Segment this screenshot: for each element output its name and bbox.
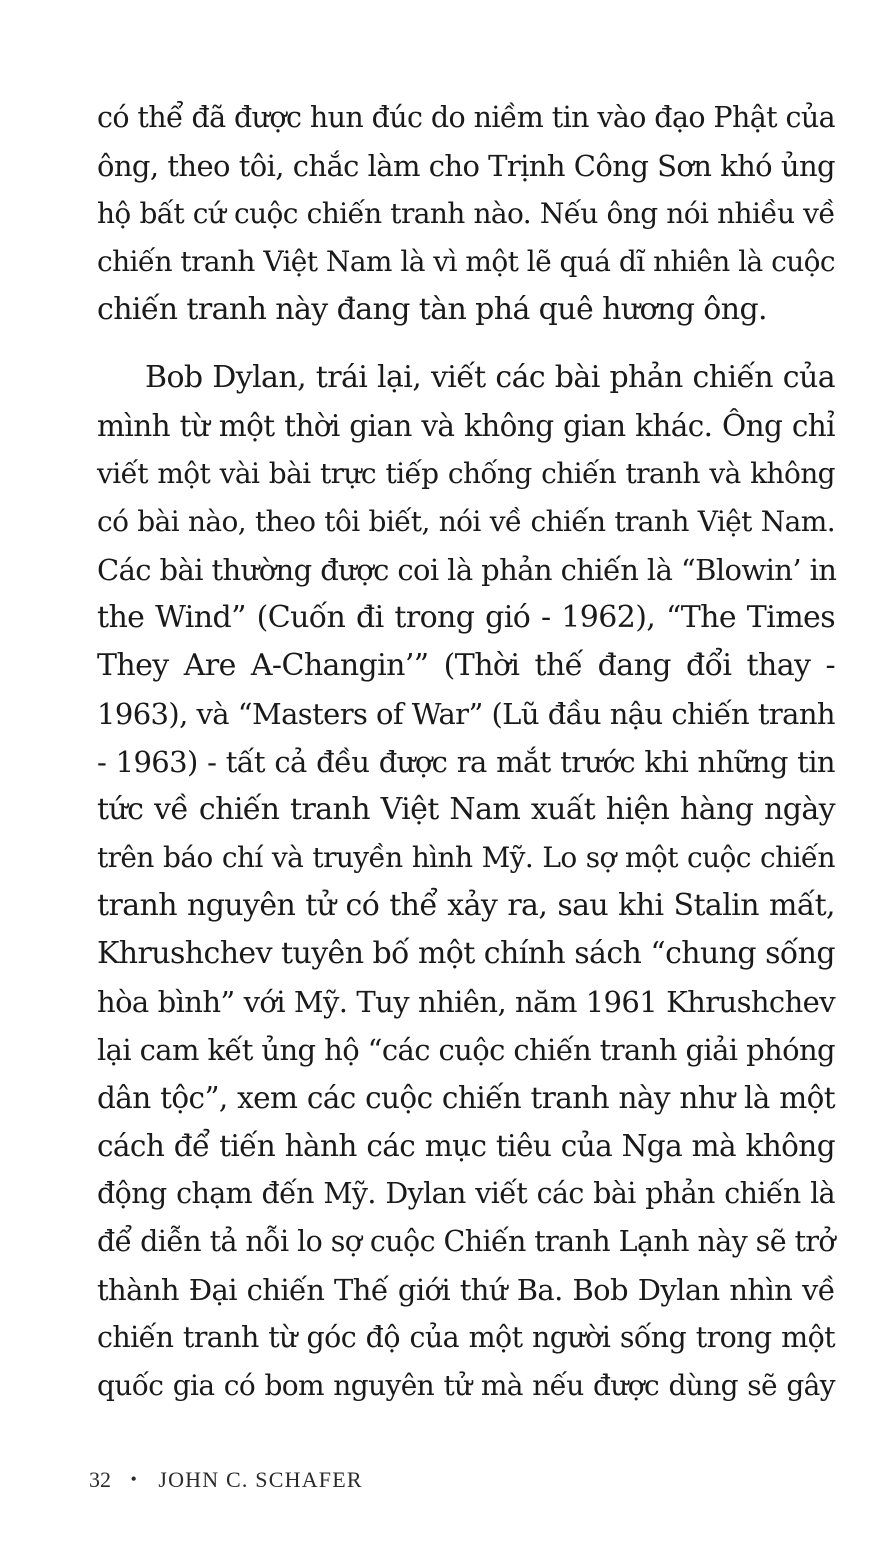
- text-line: động chạm đến Mỹ. Dylan viết các bài phản chiến là: [97, 1177, 835, 1210]
- text-line: hộ bất cứ cuộc chiến tranh nào. Nếu ông nói nhiều về: [97, 197, 835, 230]
- footer-separator: •: [130, 1469, 137, 1489]
- text-line: tức về chiến tranh Việt Nam xuất hiện hàng ngày: [97, 792, 835, 827]
- text-line: chiến tranh này đang tàn phá quê hương ông.: [97, 292, 767, 327]
- text-line: hòa bình” với Mỹ. Tuy nhiên, năm 1961 Khrushchev: [97, 985, 835, 1019]
- text-line: lại cam kết ủng hộ “các cuộc chiến tranh giải phóng: [97, 1033, 836, 1067]
- page-number: 32: [89, 1467, 111, 1492]
- text-line: viết một vài bài trực tiếp chống chiến tranh và không: [97, 457, 835, 490]
- text-line: có bài nào, theo tôi biết, nói về chiến tranh Việt Nam.: [97, 505, 835, 538]
- text-line: để diễn tả nỗi lo sợ cuộc Chiến tranh Lạnh này sẽ trở: [97, 1225, 835, 1258]
- text-line: 1963), và “Masters of War” (Lũ đầu nậu chiến tranh: [97, 697, 835, 731]
- text-line: chiến tranh từ góc độ của một người sống trong một: [97, 1321, 835, 1354]
- text-line: tranh nguyên tử có thể xảy ra, sau khi Stalin mất,: [97, 888, 835, 923]
- text-line: thành Đại chiến Thế giới thứ Ba. Bob Dylan nhìn về: [97, 1273, 835, 1307]
- text-line: chiến tranh Việt Nam là vì một lẽ quá dĩ nhiên là cuộc: [97, 245, 835, 278]
- text-line: the Wind” (Cuốn đi trong gió - 1962), “The Times: [97, 600, 835, 635]
- text-line: They Are A-Changin’” (Thời thế đang đổi thay -: [97, 648, 835, 683]
- page-footer: [89, 1465, 363, 1495]
- text-line: ông, theo tôi, chắc làm cho Trịnh Công Sơn khó ủng: [97, 149, 835, 183]
- text-line: trên báo chí và truyền hình Mỹ. Lo sợ một cuộc chiến: [97, 841, 835, 874]
- text-line: Bob Dylan, trái lại, viết các bài phản chiến của: [145, 360, 835, 395]
- text-line: mình từ một thời gian và không gian khác. Ông chỉ: [97, 409, 835, 443]
- running-head-author: JOHN C. SCHAFER: [158, 1467, 363, 1492]
- text-line: có thể đã được hun đúc do niềm tin vào đạo Phật của: [97, 101, 835, 134]
- text-line: Các bài thường được coi là phản chiến là “Blowin’ in: [97, 553, 837, 587]
- text-line: dân tộc”, xem các cuộc chiến tranh này như là một: [97, 1081, 835, 1115]
- text-line: cách để tiến hành các mục tiêu của Nga mà không: [97, 1129, 835, 1163]
- text-line: quốc gia có bom nguyên tử mà nếu được dùng sẽ gây: [97, 1369, 835, 1402]
- text-line: - 1963) - tất cả đều được ra mắt trước khi những tin: [97, 745, 835, 779]
- text-line: Khrushchev tuyên bố một chính sách “chung sống: [97, 936, 835, 971]
